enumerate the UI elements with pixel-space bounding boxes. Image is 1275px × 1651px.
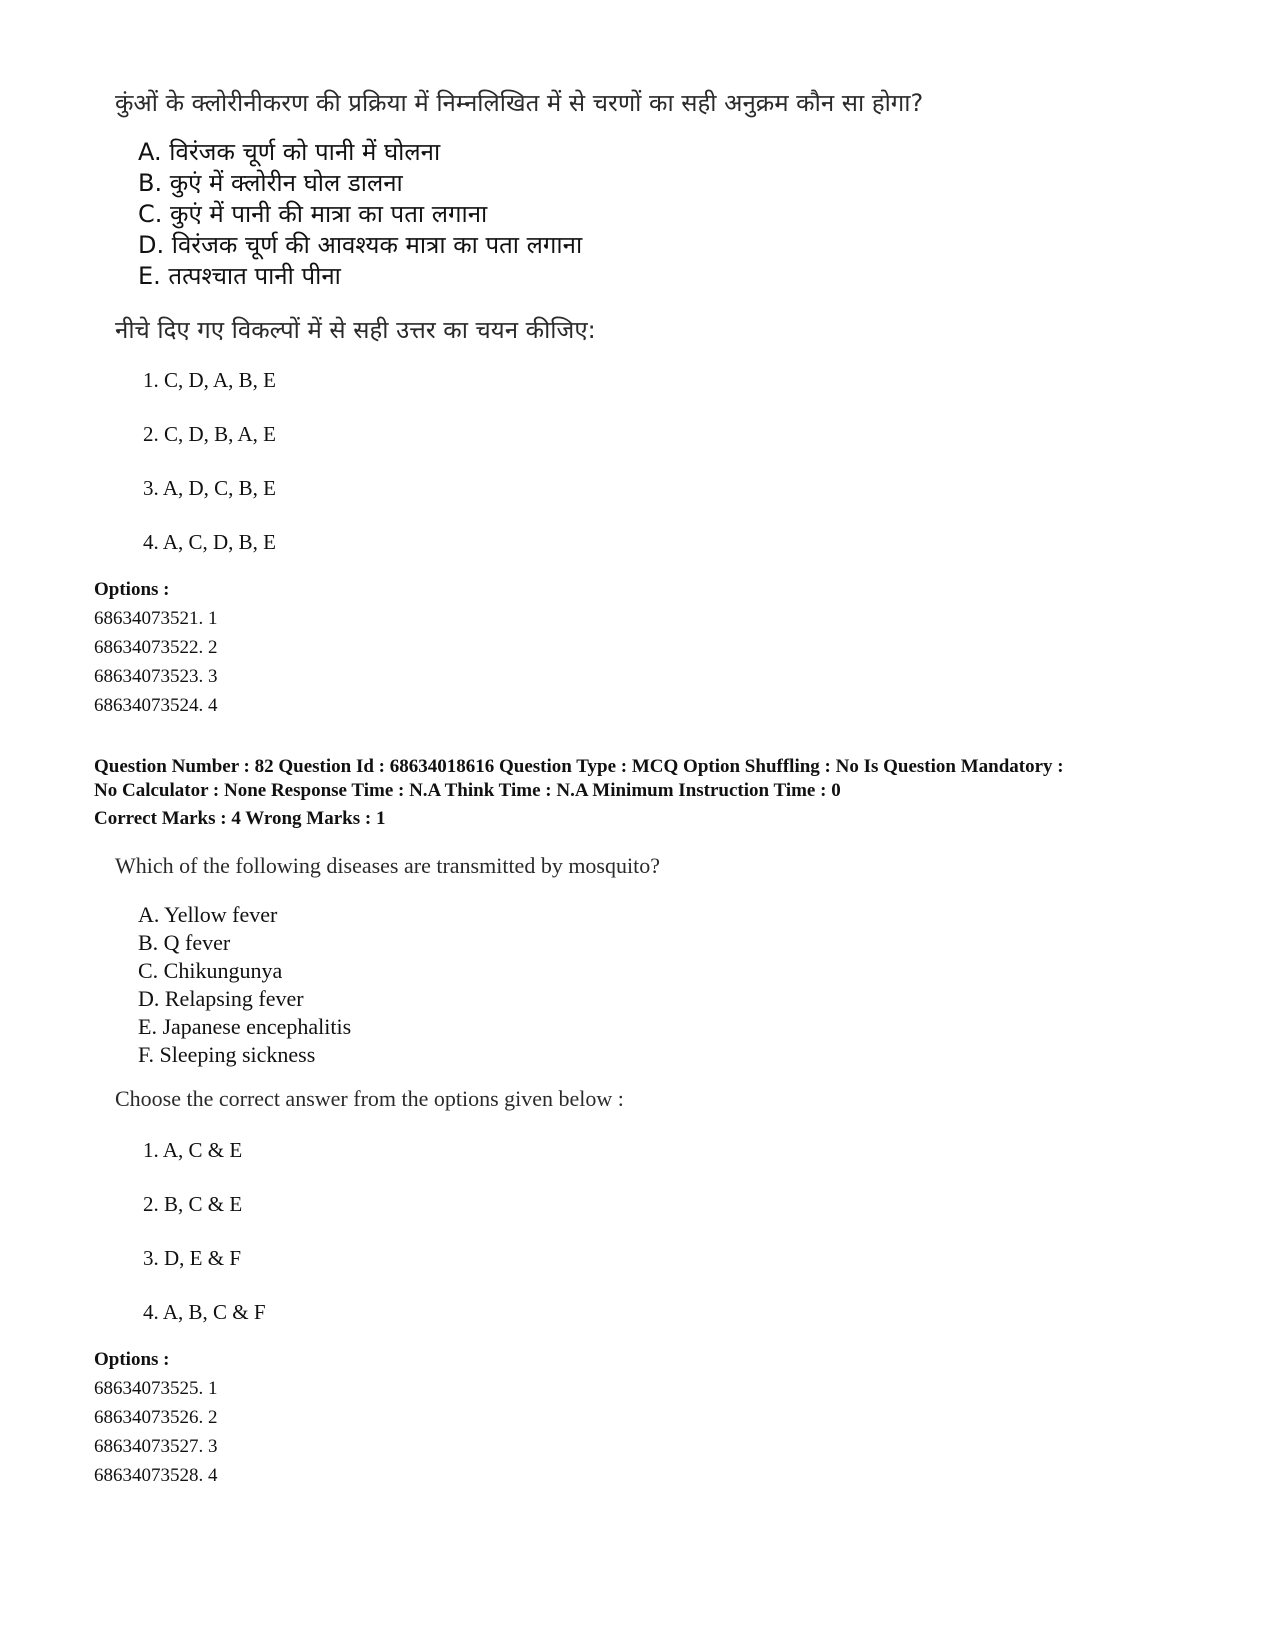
q81-statement-a: A. विरंजक चूर्ण को पानी में घोलना: [138, 138, 441, 166]
q81-options-label: Options :: [94, 579, 170, 600]
q82-statement-a: A. Yellow fever: [138, 902, 278, 927]
q82-choice-2: 2. B, C & E: [143, 1192, 243, 1216]
q82-option-1: 68634073525. 1: [94, 1378, 218, 1399]
q81-instruction: नीचे दिए गए विकल्पों में से सही उत्तर का चयन कीजिए:: [115, 316, 596, 344]
q82-option-4: 68634073528. 4: [94, 1465, 218, 1486]
q82-meta-line-2: No Calculator : None Response Time : N.A Think Time : N.A Minimum Instruction Time : 0: [94, 780, 841, 801]
q82-statement-list: [138, 901, 351, 1069]
q82-option-2: 68634073526. 2: [94, 1407, 218, 1428]
q82-options-block: [94, 1345, 218, 1490]
q81-choice-2: 2. C, D, B, A, E: [143, 422, 277, 446]
q81-choice-1: 1. C, D, A, B, E: [143, 368, 277, 392]
q81-option-4: 68634073524. 4: [94, 695, 218, 716]
q82-statement-b: B. Q fever: [138, 930, 231, 955]
q82-instruction: Choose the correct answer from the options given below :: [115, 1086, 624, 1111]
q82-choice-1: 1. A, C & E: [143, 1138, 243, 1162]
q82-choice-3: 3. D, E & F: [143, 1246, 242, 1270]
q81-statement-c: C. कुएं में पानी की मात्रा का पता लगाना: [138, 200, 488, 228]
q82-options-label: Options :: [94, 1349, 170, 1370]
q81-choice-4: 4. A, C, D, B, E: [143, 530, 277, 554]
q81-options-block: [94, 575, 218, 720]
q81-option-1: 68634073521. 1: [94, 608, 218, 629]
q82-meta-line-1: Question Number : 82 Question Id : 68634018616 Question Type : MCQ Option Shuffling : No Is Question Mandatory :: [94, 756, 1064, 777]
q82-question-text: Which of the following diseases are transmitted by mosquito?: [115, 853, 660, 878]
q82-meta-block: [94, 755, 1234, 831]
q81-question-text: कुंओं के क्लोरीनीकरण की प्रक्रिया में निम्नलिखित में से चरणों का सही अनुक्रम कौन सा होगा?: [115, 89, 924, 117]
q82-statement-f: F. Sleeping sickness: [138, 1042, 316, 1067]
q81-option-3: 68634073523. 3: [94, 666, 218, 687]
q81-statement-d: D. विरंजक चूर्ण की आवश्यक मात्रा का पता लगाना: [138, 231, 583, 259]
q82-option-3: 68634073527. 3: [94, 1436, 218, 1457]
q82-statement-e: E. Japanese encephalitis: [138, 1014, 352, 1039]
q81-choice-list: [143, 368, 276, 584]
q81-statement-list: [138, 137, 582, 292]
q81-statement-b: B. कुएं में क्लोरीन घोल डालना: [138, 169, 403, 197]
q81-statement-e: E. तत्पश्चात पानी पीना: [138, 262, 341, 290]
q82-marks-line: Correct Marks : 4 Wrong Marks : 1: [94, 808, 386, 829]
q81-option-2: 68634073522. 2: [94, 637, 218, 658]
q82-choice-list: [143, 1138, 266, 1354]
q82-choice-4: 4. A, B, C & F: [143, 1300, 266, 1324]
q81-choice-3: 3. A, D, C, B, E: [143, 476, 277, 500]
q82-statement-c: C. Chikungunya: [138, 958, 283, 983]
q82-statement-d: D. Relapsing fever: [138, 986, 304, 1011]
